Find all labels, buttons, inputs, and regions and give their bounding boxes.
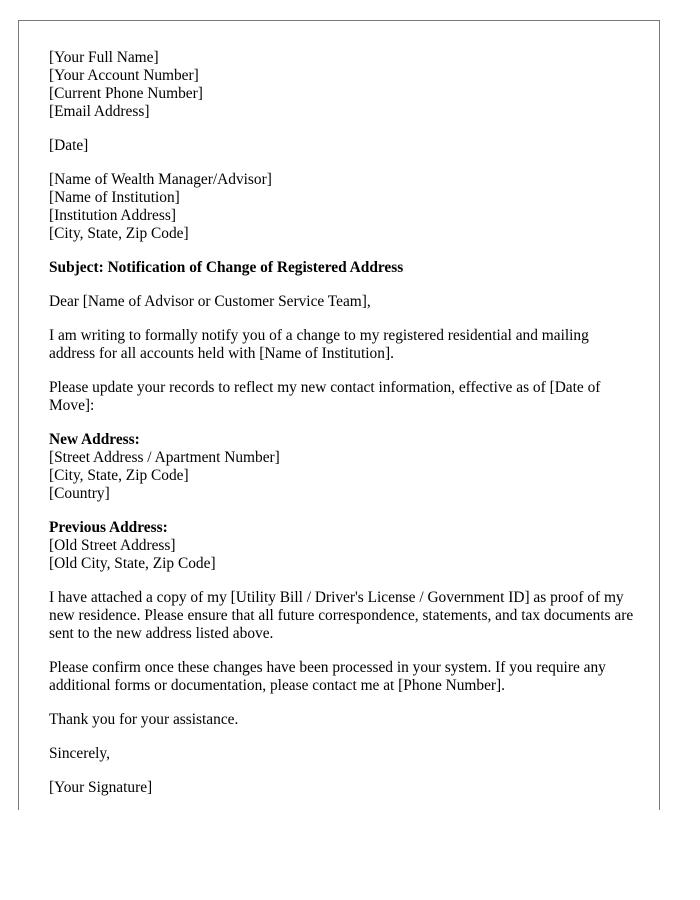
previous-address-block bbox=[49, 519, 634, 573]
recipient-address: [Institution Address] bbox=[49, 207, 176, 224]
new-address-heading: New Address: bbox=[49, 431, 140, 448]
previous-address-heading: Previous Address: bbox=[49, 519, 168, 536]
closing: Sincerely, bbox=[49, 745, 110, 762]
recipient-institution: [Name of Institution] bbox=[49, 189, 180, 206]
signature-block bbox=[49, 779, 634, 797]
previous-address-street: [Old Street Address] bbox=[49, 537, 176, 554]
confirm-paragraph-block bbox=[49, 659, 634, 695]
new-address-block bbox=[49, 431, 634, 503]
salutation: Dear [Name of Advisor or Customer Service Team], bbox=[49, 293, 371, 310]
proof-paragraph-block bbox=[49, 589, 634, 643]
sender-account-number: [Your Account Number] bbox=[49, 67, 199, 84]
new-address-city-state-zip: [City, State, Zip Code] bbox=[49, 467, 189, 484]
previous-address-city-state-zip: [Old City, State, Zip Code] bbox=[49, 555, 216, 572]
signature: [Your Signature] bbox=[49, 779, 153, 796]
subject-line: Subject: Notification of Change of Registered Address bbox=[49, 259, 404, 276]
thanks-line: Thank you for your assistance. bbox=[49, 711, 239, 728]
proof-paragraph: I have attached a copy of my [Utility Bill / Driver's License / Government ID] as proof of my new residence. Please ensure that all future correspondence, statements, and tax documents are sent to the new address listed above. bbox=[49, 589, 634, 642]
new-address-street: [Street Address / Apartment Number] bbox=[49, 449, 280, 466]
update-paragraph: Please update your records to reflect my new contact information, effective as of [Date of Move]: bbox=[49, 379, 601, 414]
recipient-city-state-zip: [City, State, Zip Code] bbox=[49, 225, 189, 242]
sender-block bbox=[49, 49, 634, 121]
intro-paragraph: I am writing to formally notify you of a change to my registered residential and mailing address for all accounts held with [Name of Institution]. bbox=[49, 327, 589, 362]
sender-name: [Your Full Name] bbox=[49, 49, 159, 66]
closing-block bbox=[49, 745, 634, 763]
subject-block bbox=[49, 259, 634, 277]
letter-date: [Date] bbox=[49, 137, 89, 154]
letter-page bbox=[18, 20, 660, 810]
new-address-country: [Country] bbox=[49, 485, 110, 502]
sender-phone: [Current Phone Number] bbox=[49, 85, 203, 102]
recipient-block bbox=[49, 171, 634, 243]
recipient-name: [Name of Wealth Manager/Advisor] bbox=[49, 171, 272, 188]
date-block bbox=[49, 137, 634, 155]
update-paragraph-block bbox=[49, 379, 634, 415]
salutation-block bbox=[49, 293, 634, 311]
intro-paragraph-block bbox=[49, 327, 634, 363]
thanks-block bbox=[49, 711, 634, 729]
confirm-paragraph: Please confirm once these changes have been processed in your system. If you require any additional forms or documentation, please contact me at [Phone Number]. bbox=[49, 659, 606, 694]
letter-body bbox=[49, 49, 634, 810]
sender-email: [Email Address] bbox=[49, 103, 150, 120]
